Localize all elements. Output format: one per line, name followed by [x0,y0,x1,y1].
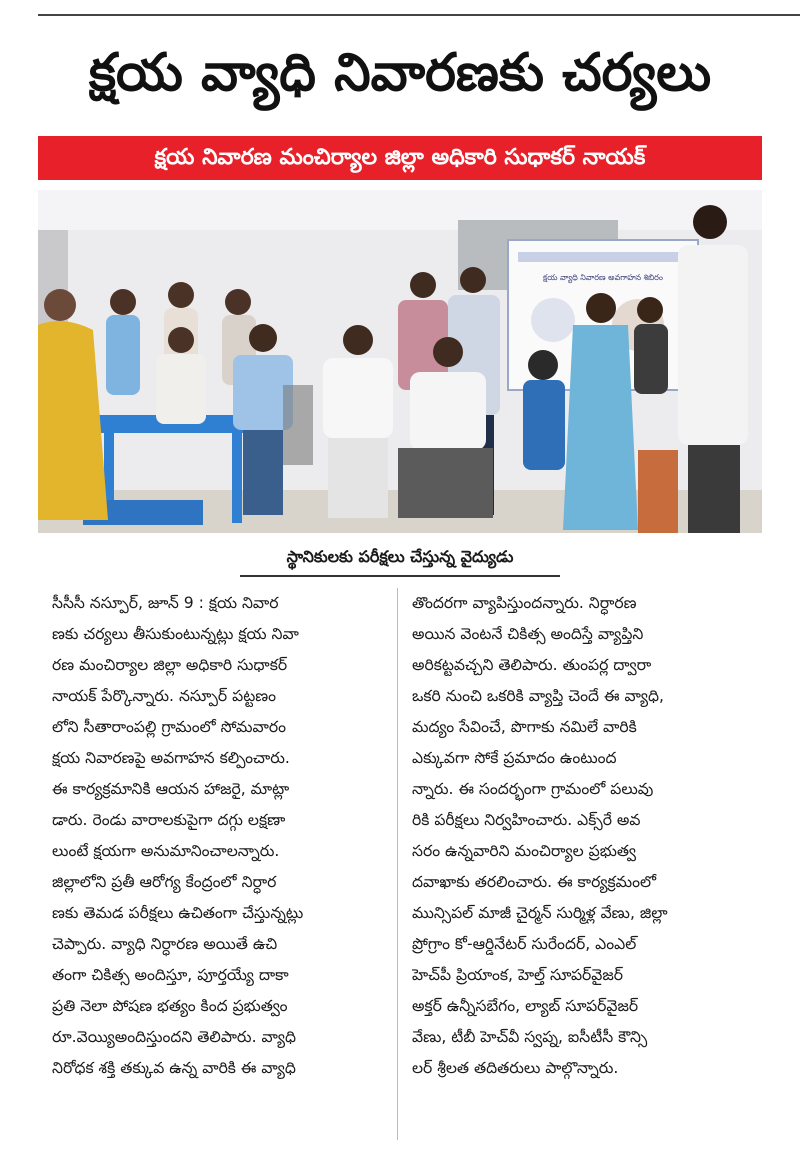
article-line: రణ మంచిర్యాల జిల్లా అధికారి సుధాకర్ [52,656,288,674]
article-line: ప్రతి నెలా పోషణ భత్యం కింద ప్రభుత్వం [52,997,288,1015]
article-line: అరికట్టవచ్చని తెలిపారు. తుంపర్ల ద్వారా [412,656,652,674]
top-rule [38,14,800,16]
column-divider [397,588,398,1140]
news-photo [38,190,762,533]
article-line: లర్ శ్రీలత తదితరులు పాల్గొన్నారు. [412,1059,619,1077]
article-line: మున్సిపల్ మాజీ చైర్మన్ సుర్మిళ్ల వేణు, జిల్లా [412,904,668,922]
article-line: సీసీసీ నస్పూర్, జూన్ 9 : క్షయ నివార [52,594,279,612]
article-line: ప్రోగ్రాం కో-ఆర్డినేటర్ సురేందర్, ఎంఎల్ [412,935,637,953]
article-line: జిల్లాలోని ప్రతీ ఆరోగ్య కేంద్రంలో నిర్ధార [52,873,277,891]
poster-banner-text: క్షయ వ్యాధి నివారణ అవగాహన శిబిరం [543,273,663,282]
headline: క్షయ వ్యాధి నివారణకు చర్యలు [88,43,712,103]
article-line: ణకు తెమడ పరీక్షలు ఉచితంగా చేస్తున్నట్లు [52,904,304,922]
article-line: తంగా చికిత్స అందిస్తూ, పూర్తయ్యే దాకా [52,966,289,984]
article-line: అయిన వెంటనే చికిత్స అందిస్తే వ్యాప్తిని [412,625,644,643]
article-line: తొందరగా వ్యాపిస్తుందన్నారు. నిర్ధారణ [412,594,637,612]
article-line: లోని సీతారాంపల్లి గ్రామంలో సోమవారం [52,718,287,736]
article-line: ణకు చర్యలు తీసుకుంటున్నట్లు క్షయ నివా [52,625,299,643]
article-column-right [412,588,760,1148]
article-line: వేణు, టీబీ హెచ్‌వీ స్వప్న, ఐసీటీసీ కౌన్సి [412,1028,648,1046]
article-line: అక్తర్ ఉన్నీసబేగం, ల్యాబ్ సూపర్‌వైజర్ [412,997,639,1015]
article-line: నిరోధక శక్తి తక్కువ ఉన్న వారికి ఈ వ్యాధి [52,1059,296,1077]
article-line: ఈ కార్యక్రమానికి ఆయన హాజరై, మాట్లా [52,780,290,798]
article-column-left [52,588,400,1148]
subheadline-banner: క్షయ నివారణ మంచిర్యాల జిల్లా అధికారి సుధాకర్ నాయక్ [38,136,762,180]
article-line: హెచ్‌పీ ప్రియాంక, హెల్త్ సూపర్‌వైజర్ [412,966,624,984]
photo-caption: స్థానికులకు పరీక్షలు చేస్తున్న వైద్యుడు [240,541,560,577]
article-line: చెప్పారు. వ్యాధి నిర్ధారణ అయితే ఉచి [52,935,278,953]
article-line: లుంటే క్షయగా అనుమానించాలన్నారు. [52,842,280,860]
article-line: దవాఖాకు తరలించారు. ఈ కార్యక్రమంలో [412,873,657,891]
article-line: ఒకరి నుంచి ఒకరికి వ్యాప్తి చెందే ఈ వ్యాధి, [412,687,664,705]
article-line: న్నారు. ఈ సందర్భంగా గ్రామంలో పలువు [412,780,654,798]
article-line: డారు. రెండు వారాలకుపైగా దగ్గు లక్షణా [52,811,286,829]
article-line: నాయక్ పేర్కొన్నారు. నస్పూర్ పట్టణం [52,687,277,705]
article-line: రూ.వెయ్యిఅందిస్తుందని తెలిపారు. వ్యాధి [52,1028,296,1046]
article-line: మద్యం సేవించే, పొగాకు నమిలే వారికి [412,718,637,736]
article-line: ఎక్కువగా సోకే ప్రమాదం ఉంటుంద [412,749,617,767]
article-line: క్షయ నివారణపై అవగాహన కల్పించారు. [52,749,290,767]
article-line: రికి పరీక్షలు నిర్వహించారు. ఎక్స్‌రే అవ [412,811,641,829]
article-line: సరం ఉన్నవారిని మంచిర్యాల ప్రభుత్వ [412,842,637,860]
